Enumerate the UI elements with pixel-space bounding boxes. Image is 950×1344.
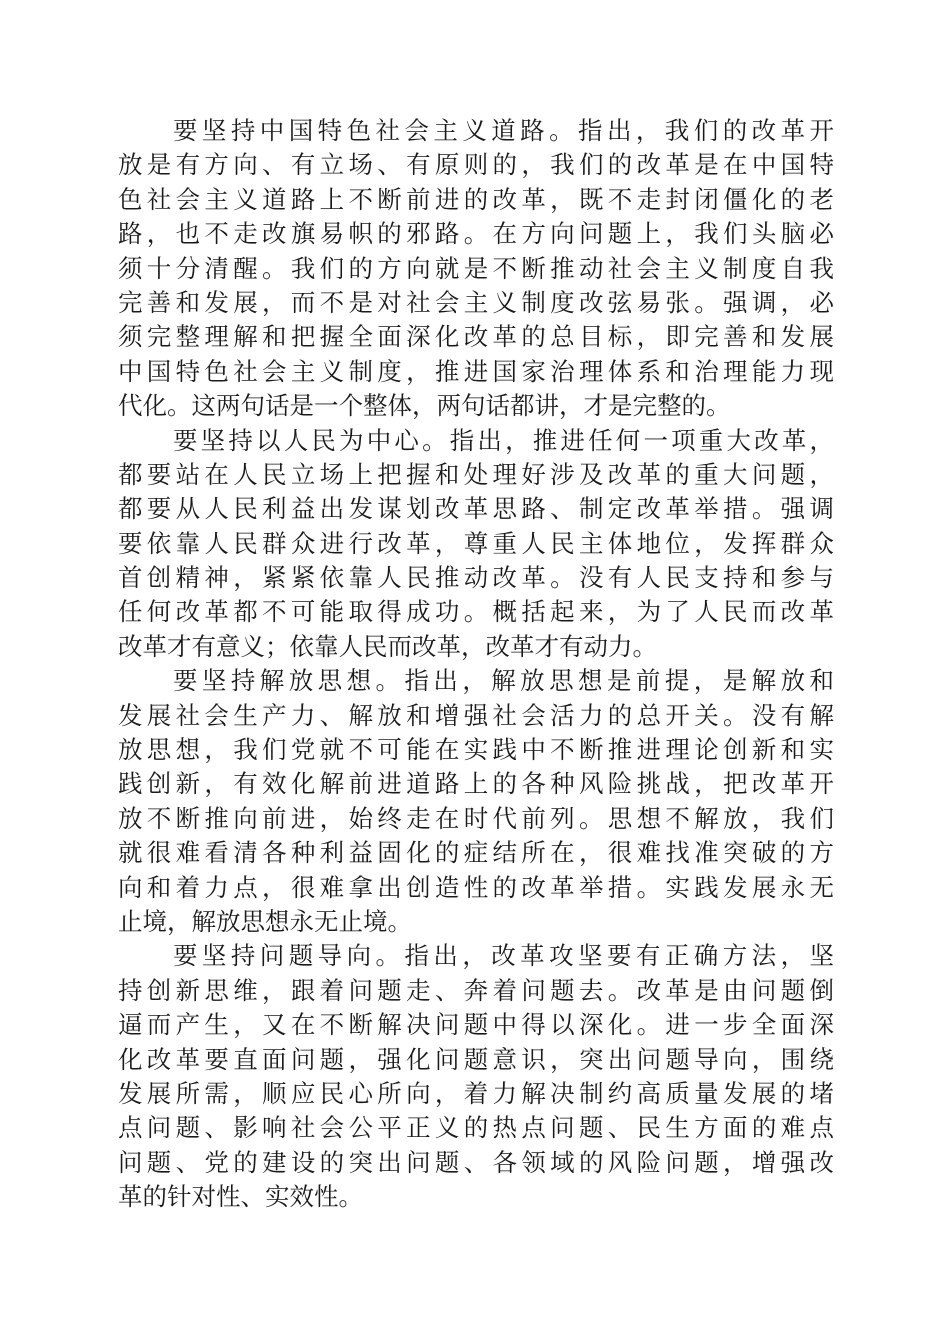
text-line: 就很难看清各种利益固化的症结所在，很难找准突破的方 [118,838,834,868]
text-line: 都要从人民利益出发谋划改革思路、制定改革举措。强调 [118,494,834,524]
text-line: 问题、党的建设的突出问题、各领域的风险问题，增强改 [118,1147,834,1177]
text-line: 中国特色社会主义制度，推进国家治理体系和治理能力现 [118,356,834,386]
paragraph-socialist-road [118,114,834,424]
text-line: 须完整理解和把握全面深化改革的总目标，即完善和发展 [118,322,834,352]
text-line: 要坚持问题导向。指出，改革攻坚要有正确方法，坚 [173,941,834,971]
text-line: 要坚持解放思想。指出，解放思想是前提，是解放和 [173,666,834,696]
text-line: 发展所需，顺应民心所向，着力解决制约高质量发展的堵 [118,1078,834,1108]
text-line: 要依靠人民群众进行改革，尊重人民主体地位，发挥群众 [118,528,834,558]
document-body [118,114,834,1215]
text-line: 发展社会生产力、解放和增强社会活力的总开关。没有解 [118,700,834,730]
paragraph-problem-oriented [118,939,834,1214]
text-line: 革的针对性、实效性。 [118,1182,363,1212]
text-line: 都要站在人民立场上把握和处理好涉及改革的重大问题， [118,459,834,489]
text-line: 路，也不走改旗易帜的邪路。在方向问题上，我们头脑必 [118,219,834,249]
text-line: 止境，解放思想永无止境。 [118,906,412,936]
text-line: 任何改革都不可能取得成功。概括起来，为了人民而改革 [118,597,834,627]
text-line: 持创新思维，跟着问题走、奔着问题去。改革是由问题倒 [118,975,834,1005]
text-line: 代化。这两句话是一个整体，两句话都讲，才是完整的。 [118,391,731,421]
paragraph-people-centered [118,424,834,665]
text-line: 首创精神，紧紧依靠人民推动改革。没有人民支持和参与 [118,563,834,593]
text-line: 放思想，我们党就不可能在实践中不断推进理论创新和实 [118,735,834,765]
text-line: 须十分清醒。我们的方向就是不断推动社会主义制度自我 [118,253,834,283]
text-line: 化改革要直面问题，强化问题意识，突出问题导向，围绕 [118,1044,834,1074]
text-line: 色社会主义道路上不断前进的改革，既不走封闭僵化的老 [118,184,834,214]
text-line: 践创新，有效化解前进道路上的各种风险挑战，把改革开 [118,769,834,799]
text-line: 点问题、影响社会公平正义的热点问题、民生方面的难点 [118,1113,834,1143]
paragraph-emancipate-mind [118,664,834,939]
text-line: 改革才有意义；依靠人民而改革，改革才有动力。 [118,631,657,661]
text-line: 逼而产生，又在不断解决问题中得以深化。进一步全面深 [118,1010,834,1040]
text-line: 完善和发展，而不是对社会主义制度改弦易张。强调，必 [118,287,834,317]
text-line: 要坚持以人民为中心。指出，推进任何一项重大改革， [173,425,834,455]
text-line: 放不断推向前进，始终走在时代前列。思想不解放，我们 [118,803,834,833]
text-line: 要坚持中国特色社会主义道路。指出，我们的改革开 [173,116,834,145]
text-line: 放是有方向、有立场、有原则的，我们的改革是在中国特 [118,150,834,180]
text-line: 向和着力点，很难拿出创造性的改革举措。实践发展永无 [118,872,834,902]
